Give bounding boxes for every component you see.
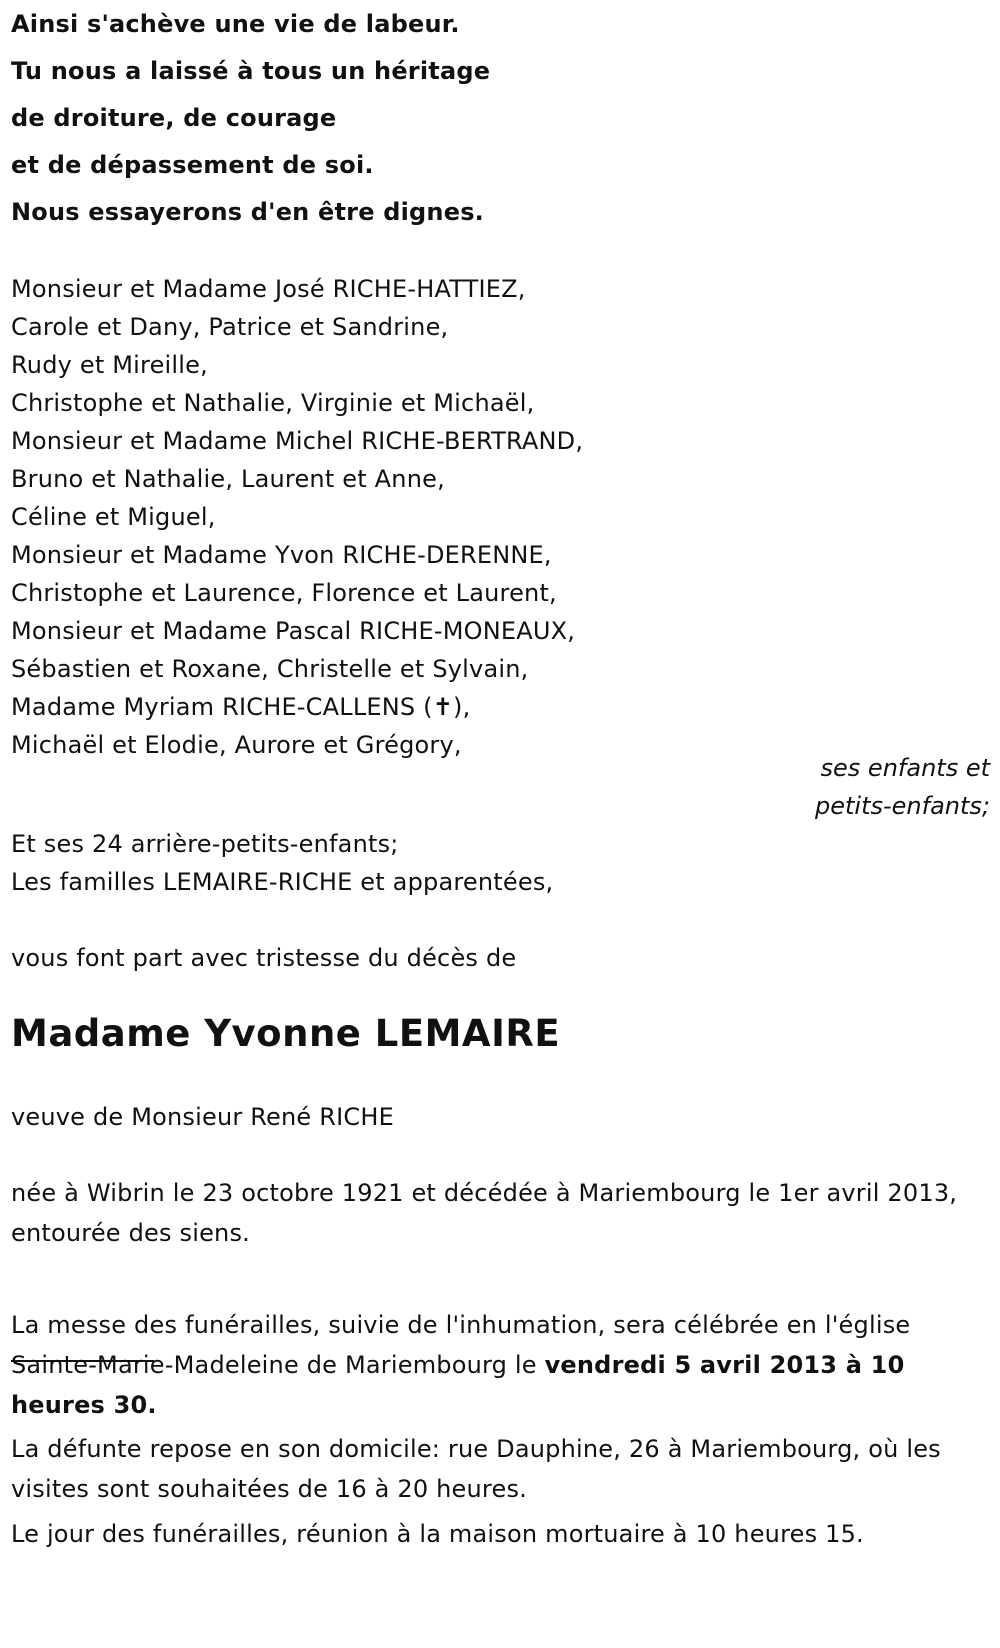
poem-line-4: et de dépassement de soi.	[11, 151, 374, 179]
birth-death-text: née à Wibrin le 23 octobre 1921 et décédée à Mariembourg le 1er avril 2013, entourée des siens.	[11, 1179, 958, 1247]
funeral-datetime: vendredi 5 avril 2013 à 10 heures 30.	[11, 1351, 905, 1419]
family-line-8: Monsieur et Madame Yvon RICHE-DERENNE,	[11, 541, 552, 569]
funeral-paragraph	[11, 1305, 986, 1425]
family-line-6: Bruno et Nathalie, Laurent et Anne,	[11, 465, 445, 493]
family-line-9: Christophe et Laurence, Florence et Laurent,	[11, 579, 557, 607]
family-note-line-2: petits-enfants;	[815, 792, 990, 820]
poem-line-5: Nous essayerons d'en être dignes.	[11, 198, 484, 226]
relatives-line-1: Et ses 24 arrière-petits-enfants;	[11, 830, 399, 858]
announcement-text: vous font part avec tristesse du décès de	[11, 944, 517, 972]
poem-line-2: Tu nous a laissé à tous un héritage	[11, 57, 491, 85]
funeral-text: La messe des funérailles, suivie de l'inhumation, sera célébrée en l'église Sainte-Marie-Madeleine de Mariembourg le	[11, 1311, 911, 1379]
family-line-5: Monsieur et Madame Michel RICHE-BERTRAND,	[11, 427, 584, 455]
family-line-13: Michaël et Elodie, Aurore et Grégory,	[11, 731, 462, 759]
family-line-12: Madame Myriam RICHE-CALLENS (✝),	[11, 693, 471, 721]
family-line-4: Christophe et Nathalie, Virginie et Michaël,	[11, 389, 535, 417]
family-line-7: Céline et Miguel,	[11, 503, 216, 531]
family-line-2: Carole et Dany, Patrice et Sandrine,	[11, 313, 449, 341]
widow-of-text: veuve de Monsieur René RICHE	[11, 1103, 394, 1131]
family-line-10: Monsieur et Madame Pascal RICHE-MONEAUX,	[11, 617, 576, 645]
visitation-text: La défunte repose en son domicile: rue Dauphine, 26 à Mariembourg, où les visites sont souhaitées de 16 à 20 heures.	[11, 1435, 941, 1503]
poem-line-1: Ainsi s'achève une vie de labeur.	[11, 10, 460, 38]
relatives-line-2: Les familles LEMAIRE-RICHE et apparentées,	[11, 868, 554, 896]
family-line-11: Sébastien et Roxane, Christelle et Sylvain,	[11, 655, 529, 683]
poem-line-3: de droiture, de courage	[11, 104, 337, 132]
gathering-text: Le jour des funérailles, réunion à la maison mortuaire à 10 heures 15.	[11, 1520, 864, 1548]
family-note-line-1: ses enfants et	[820, 754, 990, 782]
deceased-name: Madame Yvonne LEMAIRE	[11, 1012, 561, 1055]
family-line-1: Monsieur et Madame José RICHE-HATTIEZ,	[11, 275, 526, 303]
family-line-3: Rudy et Mireille,	[11, 351, 208, 379]
